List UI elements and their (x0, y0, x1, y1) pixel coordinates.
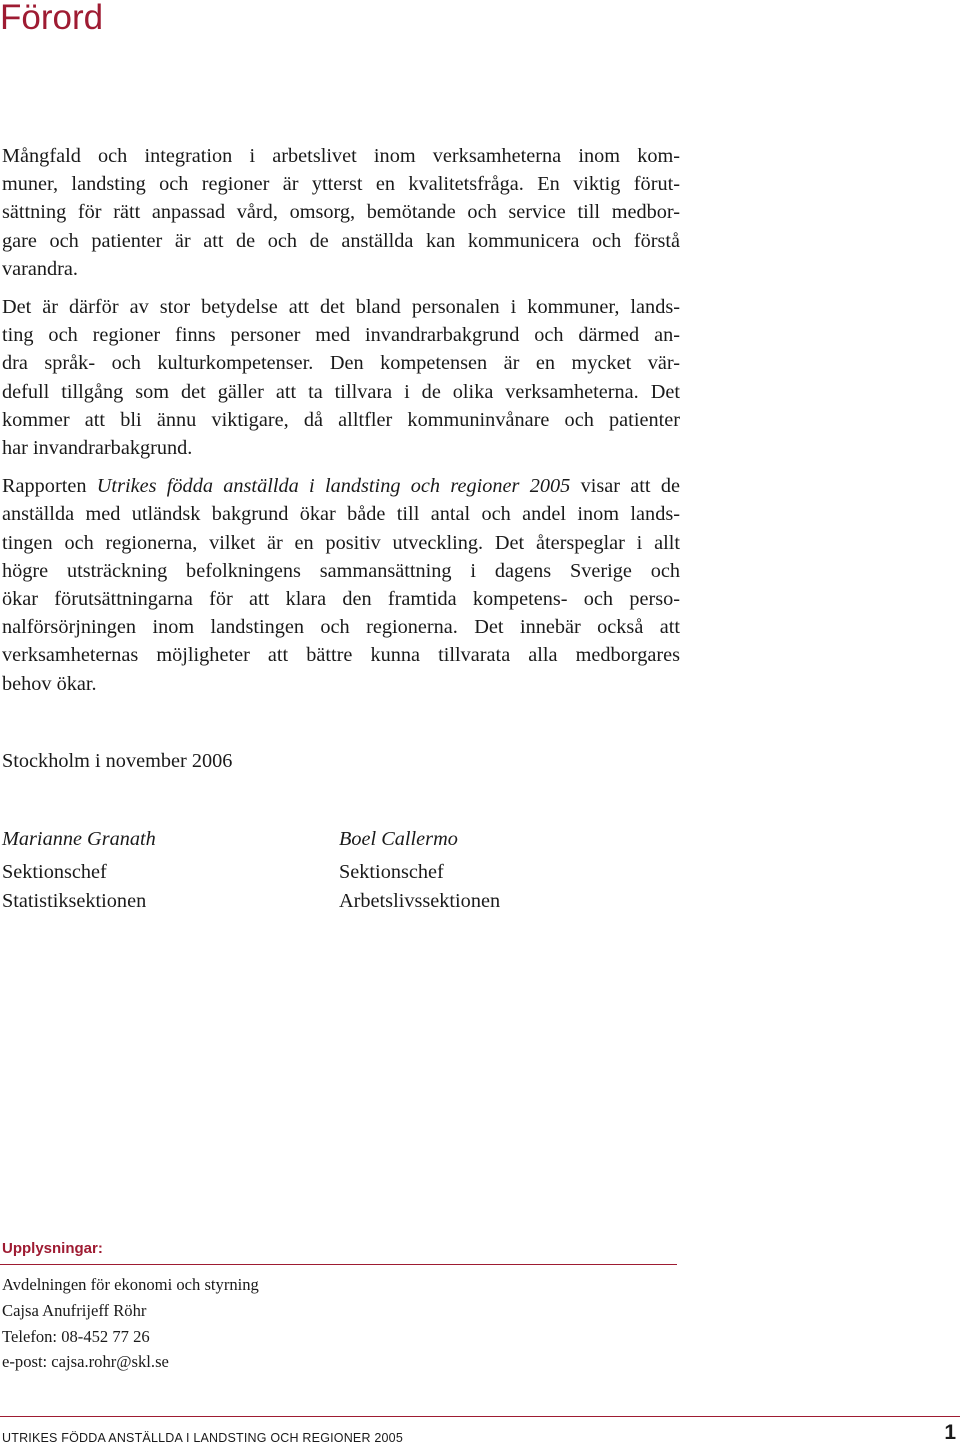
info-heading: Upplysningar: (2, 1240, 103, 1257)
info-divider (0, 1264, 677, 1265)
signatory-name: Marianne Granath (2, 828, 156, 850)
contact-department: Avdelningen för ekonomi och styrning (2, 1275, 259, 1294)
text-line (2, 472, 680, 500)
paragraph-2 (2, 293, 680, 462)
text-line: behov ökar. (2, 672, 97, 695)
text-line: högre utsträckning befolkningens sammansättning i dagens Sverige och (2, 559, 680, 582)
text-line: varandra. (2, 257, 79, 280)
text-line: dra språk- och kulturkompetenser. Den kompetensen är en mycket vär- (2, 352, 680, 375)
signatory-title: Sektionschef (339, 861, 444, 883)
text-line: gare och patienter är att de och de anställda kan kommunicera och förstå (2, 229, 680, 252)
text-line: sättning för rätt anpassad vård, omsorg, bemötande och service till medbor- (2, 201, 680, 224)
page-title: Förord (0, 0, 104, 37)
text-line: nalförsörjningen inom landstingen och regionerna. Det innebär också att (2, 616, 680, 639)
report-lead-tail: visar att de (570, 475, 680, 498)
text-line: anställda med utländsk bakgrund ökar både till antal och andel inom lands- (2, 503, 680, 526)
text-line: ökar förutsättningarna för att klara den framtida kompetens- och perso- (2, 588, 680, 611)
text-line: kommer att bli ännu viktigare, då alltfler kommuninvånare och patienter (2, 408, 680, 431)
signature-block (339, 825, 500, 916)
contact-phone: Telefon: 08-452 77 26 (2, 1326, 150, 1346)
report-title: Utrikes födda anställda i landsting och regioner 2005 (96, 475, 571, 498)
signatory-unit: Statistiksektionen (2, 890, 147, 912)
text-line: defull tillgång som det gäller att ta tillvara i de olika verksamheterna. Det (2, 380, 680, 403)
text-line: Mångfald och integration i arbetslivet inom verksamheterna inom kom- (2, 145, 680, 167)
page-number: 1 (944, 1421, 956, 1444)
text-line: ting och regioner finns personer med invandrarbakgrund och därmed an- (2, 324, 680, 347)
contact-person: Cajsa Anufrijeff Röhr (2, 1300, 147, 1320)
signature-block (2, 825, 156, 916)
footer-divider (0, 1416, 960, 1417)
paragraph-1 (2, 142, 680, 283)
text-line: tingen och regionerna, vilket är en positiv utveckling. Det återspeglar i allt (2, 531, 680, 554)
footer-publication-title: UTRIKES FÖDDA ANSTÄLLDA I LANDSTING OCH REGIONER 2005 (2, 1431, 403, 1445)
signatory-title: Sektionschef (2, 861, 107, 883)
signatory-name: Boel Callermo (339, 828, 458, 850)
paragraph-3 (2, 472, 680, 698)
report-lead: Rapporten (2, 475, 97, 498)
contact-info (2, 1272, 259, 1375)
text-line: Det är därför av stor betydelse att det bland personalen i kommuner, lands- (2, 296, 680, 319)
text-line: har invandrarbakgrund. (2, 437, 193, 460)
text-line: muner, landsting och regioner är ytterst en kvalitetsfråga. En viktig förut- (2, 173, 680, 196)
foreword-body (2, 142, 680, 708)
place-date: Stockholm i november 2006 (2, 750, 233, 772)
contact-email: e-post: cajsa.rohr@skl.se (2, 1352, 169, 1372)
signatory-unit: Arbetslivssektionen (339, 890, 501, 912)
text-line: verksamheternas möjligheter att bättre kunna tillvarata alla medborgares (2, 644, 680, 667)
